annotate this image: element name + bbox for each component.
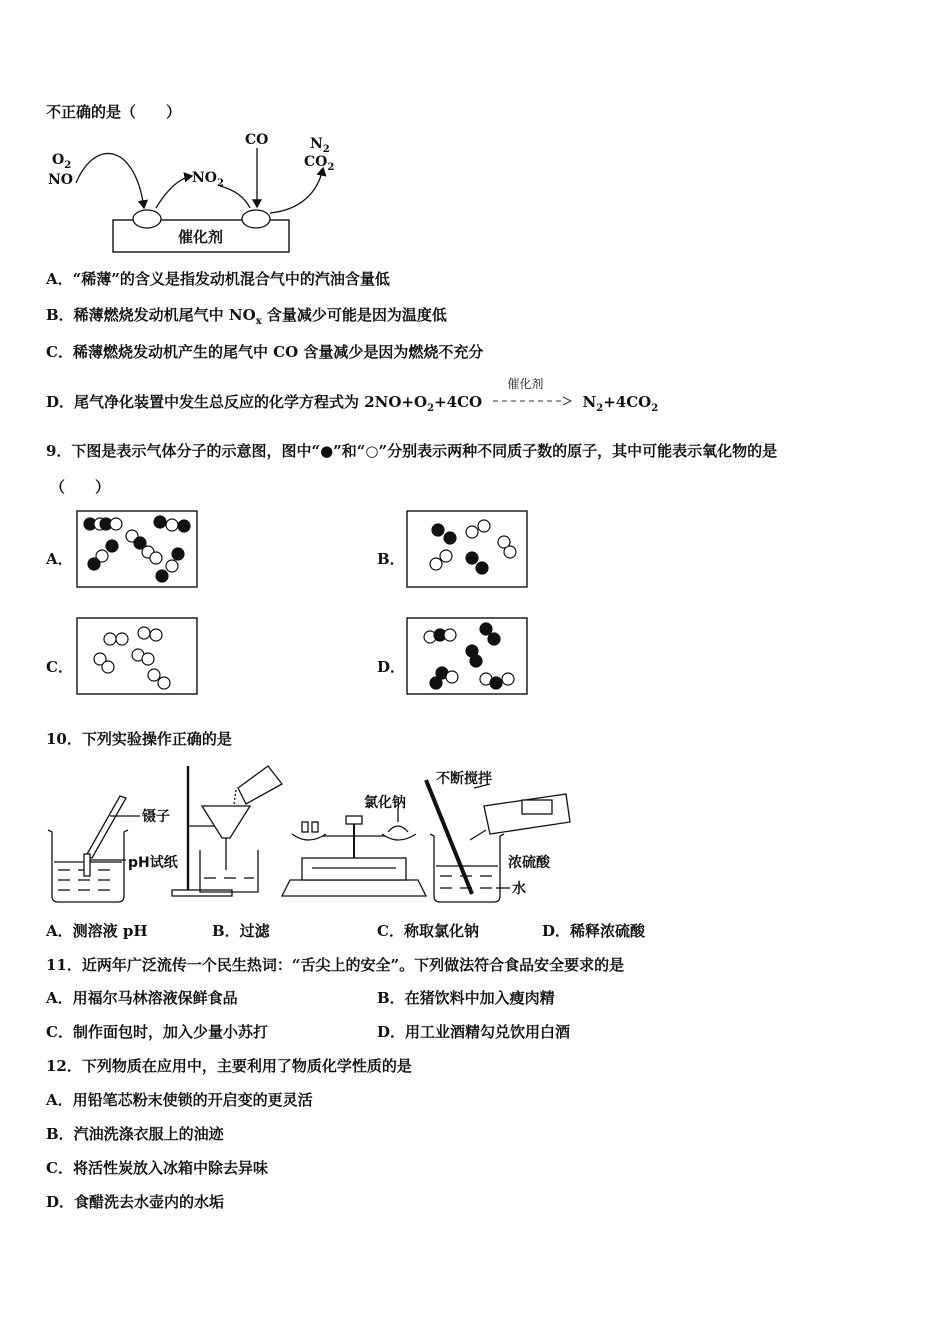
funnel-b	[202, 806, 250, 838]
q9-label-d: D．	[377, 658, 406, 676]
q9-box-c-svg	[76, 617, 198, 695]
co2-label: $CO_2$	[304, 154, 335, 173]
q8-option-a: A．“稀薄”的含义是指发动机混合气中的汽油含量低	[46, 270, 390, 288]
catalyst-arrow	[491, 377, 573, 407]
q9-stem: 9．下图是表示气体分子的示意图，图中“●”和“○”分别表示两种不同质子数的原子，其中可能表示氧化物的是	[46, 442, 778, 460]
q10-stem: 10．下列实验操作正确的是	[46, 730, 232, 748]
no2-label: $NO_2$	[192, 170, 224, 189]
water-label: 水	[512, 881, 526, 897]
o2-label: $O_2$	[52, 152, 72, 171]
nacl-label: 氯化钠	[364, 795, 406, 811]
q11-option-c: C．制作面包时，加入少量小苏打	[46, 1023, 268, 1041]
q9-box-d-svg	[406, 617, 528, 695]
q9-label-a: A．	[46, 550, 73, 568]
beaker-d	[430, 834, 504, 902]
q8-option-d: D．尾气净化装置中发生总反应的化学方程式为 $2NO+O_2+4CO$ 催化剂 $N_2+4CO_2$	[46, 377, 659, 414]
beaker-b	[200, 850, 258, 892]
q9-box-a-svg	[76, 510, 198, 588]
arrow-in	[76, 153, 144, 208]
q12-option-d: D．食醋洗去水壶内的水垢	[46, 1193, 225, 1211]
q10-option-b: B．过滤	[212, 922, 270, 940]
q9-box-a	[76, 510, 198, 592]
q9-box-c	[76, 617, 198, 699]
balance-base-c	[282, 880, 426, 896]
q12-option-c: C．将活性炭放入冰箱中除去异味	[46, 1159, 268, 1177]
q9-box-d	[406, 617, 528, 699]
glass-rod-d	[426, 780, 472, 894]
q10-option-c: C．称取氯化钠	[377, 922, 479, 940]
q8-stem-tail: 不正确的是（ ）	[46, 103, 182, 121]
q11-option-a: A．用福尔马林溶液保鲜食品	[46, 989, 238, 1007]
no-label: NO	[48, 172, 73, 188]
catalytic-converter-diagram	[40, 128, 370, 258]
q12-stem: 12．下列物质在应用中，主要利用了物质化学性质的是	[46, 1057, 412, 1075]
q8-option-c: C．稀薄燃烧发动机产生的尾气中 CO 含量减少是因为燃烧不充分	[46, 343, 484, 361]
catalyst-condition: 催化剂	[507, 377, 544, 391]
pouring-beaker-b	[238, 766, 282, 804]
left-site-ellipse	[133, 210, 161, 228]
right-site-ellipse	[242, 210, 270, 228]
q11-option-d: D．用工业酒精勾兑饮用白酒	[377, 1023, 571, 1041]
n2-label: $N_2$	[310, 136, 330, 155]
q10-option-a: A．测溶液 pH	[46, 922, 148, 940]
q8-option-b: B．稀薄燃烧发动机尾气中 $NO_x$ 含量减少可能是因为温度低	[46, 306, 447, 327]
q11-stem: 11．近两年广泛流传一个民生热词：“舌尖上的安全”。下列做法符合食品安全要求的是	[46, 956, 625, 974]
dashed-arrow-svg	[491, 395, 573, 409]
q11-option-b: B．在猪饮料中加入瘦肉精	[377, 989, 555, 1007]
acid-label: 浓硫酸	[508, 855, 550, 871]
ph-paper-label: pH试纸	[128, 855, 178, 871]
q9-label-b: B．	[377, 550, 405, 568]
arrow-no2-to-site	[220, 186, 250, 208]
arrow-out	[270, 168, 323, 213]
q9-box-b	[406, 510, 528, 592]
q12-option-a: A．用铅笔芯粉末使锁的开启变的更灵活	[46, 1091, 313, 1109]
co-label: CO	[245, 132, 269, 148]
q10-option-d: D．稀释浓硫酸	[542, 922, 646, 940]
catalyst-label: 催化剂	[178, 228, 224, 246]
q9-label-c: C．	[46, 658, 73, 676]
q9-box-b-svg	[406, 510, 528, 588]
q10-figures-svg	[40, 760, 580, 908]
tweezers-a	[86, 796, 126, 858]
arrow-no2	[156, 176, 192, 208]
tweezers-label: 镊子	[142, 809, 170, 825]
stir-label: 不断搅拌	[436, 771, 492, 787]
q10-figures	[40, 760, 580, 908]
q12-option-b: B．汽油洗涤衣服上的油迹	[46, 1125, 224, 1143]
q9-blank: （ ）	[50, 478, 111, 496]
